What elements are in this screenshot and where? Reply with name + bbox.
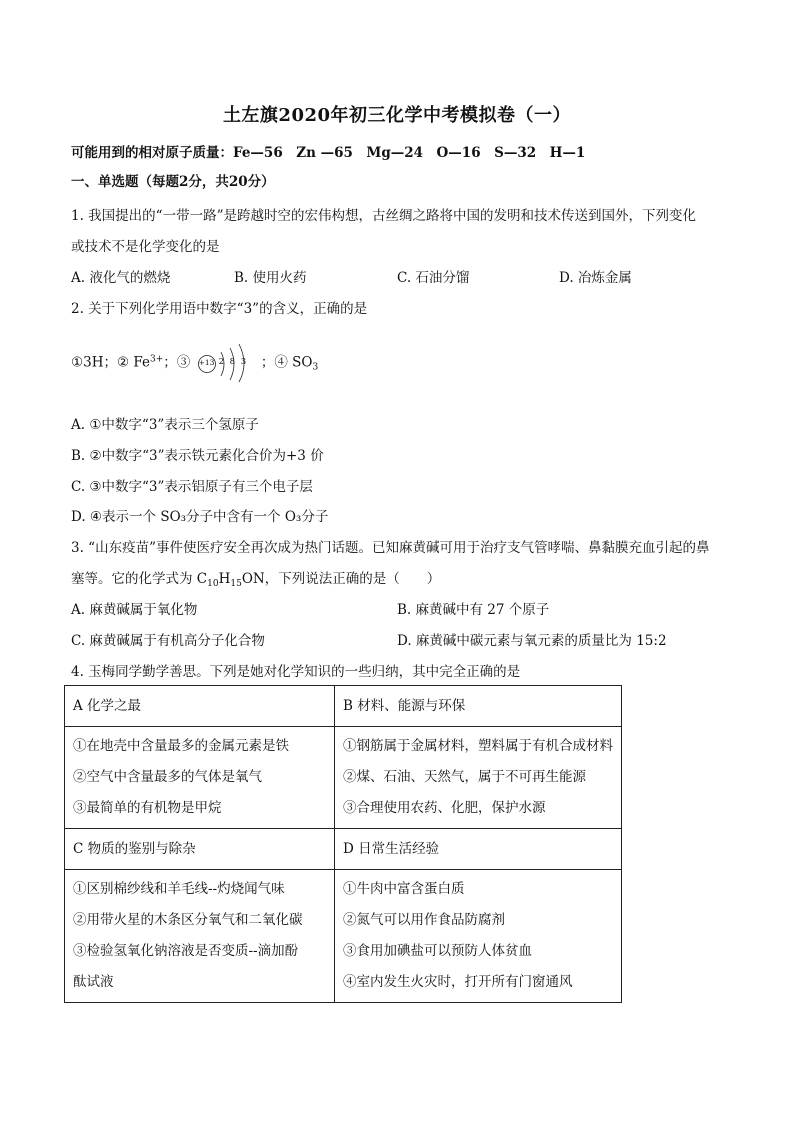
q2-option-a: A. ①中数字“3”表示三个氢原子 [71,417,259,433]
q4-a-line: ③最简单的有机物是甲烷 [73,800,222,816]
q3-option-d: D. 麻黄碱中碳元素与氧元素的质量比为 15:2 [397,633,667,649]
q4-cell-c-body [65,870,335,1003]
q1-option-c: C. 石油分馏 [397,270,470,286]
q3-option-c: C. 麻黄碱属于有机高分子化合物 [71,633,265,649]
q4-cell-a-head: A 化学之最 [65,686,335,727]
q3-formula-part2: H [218,571,231,587]
q4-b-line: ①钢筋属于金属材料，塑料属于有机合成材料 [343,738,613,754]
q4-table [64,685,622,1003]
q4-c-line: ①区别棉纱线和羊毛线--灼烧闻气味 [73,881,285,897]
q1-stem-line1: 1. 我国提出的“一带一路”是跨越时空的宏伟构想，古丝绸之路将中国的发明和技术传送到国外，下列变化 [71,208,696,224]
q2-option-b: B. ②中数字“3”表示铁元素化合价为+3 价 [71,448,324,464]
q4-c-line: ②用带火星的木条区分氧气和二氧化碳 [73,912,303,928]
q4-stem: 4. 玉梅同学勤学善思。下列是她对化学知识的一些归纳，其中完全正确的是 [71,664,521,680]
q1-option-d: D. 冶炼金属 [559,270,632,286]
q3-option-a: A. 麻黄碱属于氧化物 [71,602,198,618]
atom-electron-shells: 2 8 3 [218,357,248,367]
aluminum-atom-structure-diagram [197,343,255,383]
q4-d-line: ①牛肉中富含蛋白质 [343,881,465,897]
q3-formula-part3: ON，下列说法正确的是（ ） [241,571,441,587]
q4-cell-d-body [335,870,622,1003]
q2-sym1-end: ；③ [163,354,191,371]
q4-c-line: 酞试液 [73,974,114,990]
q2-sym2-sub: 3 [312,362,319,373]
section-heading: 一、单选题（每题2分，共20分） [71,174,275,190]
q4-d-line: ④室内发生火灾时，打开所有门窗通风 [343,974,573,990]
q4-c-line: ③检验氢氧化钠溶液是否变质--滴加酚 [73,943,299,959]
q3-formula-sub2: 15 [230,579,242,589]
q4-a-line: ②空气中含量最多的气体是氧气 [73,769,262,785]
q3-option-b: B. 麻黄碱中有 27 个原子 [397,602,550,618]
q4-d-line: ②氮气可以用作食品防腐剂 [343,912,505,928]
q2-option-c: C. ③中数字“3”表示铝原子有三个电子层 [71,479,313,495]
q3-formula-part1: 塞等。它的化学式为 C [71,571,208,587]
q2-sym1-charge: 3+ [149,354,164,365]
q1-option-a: A. 液化气的燃烧 [71,270,171,286]
q4-b-line: ②煤、石油、天然气，属于不可再生能源 [343,769,586,785]
q4-cell-b-head: B 材料、能源与环保 [335,686,622,727]
q2-symbols [71,343,318,383]
q4-cell-c-head: C 物质的鉴别与除杂 [65,829,335,870]
q3-stem-line1: 3. “山东疫苗”事件使医疗安全再次成为热门话题。已知麻黄碱可用于治疗支气管哮喘、鼻黏膜充血引起的鼻 [71,540,710,556]
q2-stem: 2. 关于下列化学用语中数字“3”的含义，正确的是 [71,301,368,317]
q4-b-line: ③合理使用农药、化肥，保护水源 [343,800,546,816]
q4-cell-a-body [65,727,335,829]
q2-option-d: D. ④表示一个 SO₃分子中含有一个 O₃分子 [71,509,329,525]
q1-option-b: B. 使用火药 [234,270,307,286]
atom-nucleus-label: +13 [198,358,215,367]
q4-cell-d-head: D 日常生活经验 [335,829,622,870]
q4-d-line: ③食用加碘盐可以预防人体贫血 [343,943,532,959]
q2-sym1: ①3H；② Fe [71,354,150,371]
page-title: 土左旗2020年初三化学中考模拟卷（一） [222,105,572,126]
q3-stem-line2 [71,567,440,589]
q4-a-line: ①在地壳中含量最多的金属元素是铁 [73,738,289,754]
q1-stem-line2: 或技术不是化学变化的是 [71,239,220,255]
atomic-mass-line: 可能用到的相对原子质量：Fe—56 Zn —65 Mg—24 O—16 S—32 H—1 [71,145,586,161]
q3-formula-sub1: 10 [207,579,219,589]
q2-sym2: ；④ SO [260,354,313,371]
q4-cell-b-body [335,727,622,829]
